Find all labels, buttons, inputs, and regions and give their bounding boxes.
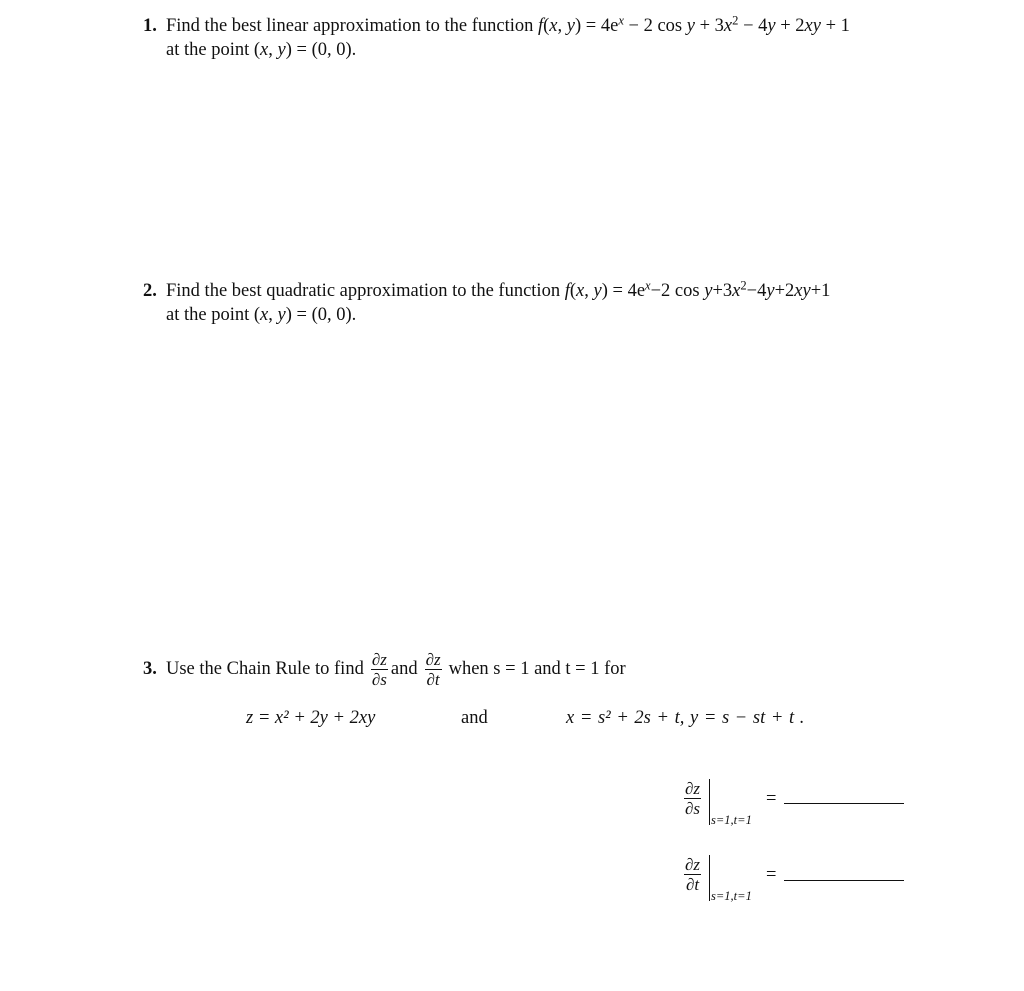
problem-2-number: 2.	[143, 281, 157, 301]
definitions-and: and	[461, 708, 488, 728]
problem-2-function: f(x, $y) = 4e^x-2$ $\cos y+3x^2-4y+2xy+1$	[564, 278, 831, 301]
dz-ds-fraction: $\frac{\partial z}{\partial s}$	[371, 649, 387, 689]
evaluation-subscript-1: s=1,t=1	[711, 813, 752, 827]
problem-2-point: at the point (x, y) = (0, 0).	[166, 305, 357, 325]
problem-1-text: Find the best linear approximation to the function	[166, 16, 534, 36]
problem-1-point: at the point (x, y) = (0, 0).	[166, 40, 357, 60]
answer-dz-ds-fraction: $\frac{\partial z}{\partial s}$	[685, 779, 701, 818]
problem-3-and: and	[390, 658, 418, 679]
problem-1-number: 1.	[143, 16, 157, 36]
problem-3-intro: Use the Chain Rule to find	[166, 658, 364, 679]
problem-3-number: 3.	[143, 659, 157, 679]
answer-blank-dz-dt[interactable]	[784, 880, 904, 881]
xy-definition: x = s² + 2s + t, y = s − st + t .	[566, 708, 805, 728]
evaluation-subscript-2: s=1,t=1	[711, 889, 752, 903]
problem-3-statement	[166, 646, 626, 692]
problem-2-statement	[166, 278, 831, 302]
answer-blank-dz-ds[interactable]	[784, 803, 904, 804]
problem-1-function: f(x, $y) = 4e^x - 2$ $\cos y + 3x^2 - 4y + 2xy + 1$	[537, 13, 850, 36]
answer-dz-dt-fraction: $\frac{\partial z}{\partial t}$	[685, 855, 701, 894]
equals-sign-2: =	[766, 865, 777, 885]
problem-1-statement	[166, 13, 850, 37]
problem-3-when: when s = 1 and t = 1 for	[448, 658, 626, 679]
problem-2-text: Find the best quadratic approximation to the function	[166, 281, 561, 301]
evaluation-bar-2	[709, 855, 710, 901]
evaluation-bar-1	[709, 779, 710, 825]
equals-sign-1: =	[766, 789, 777, 809]
dz-dt-fraction: $\frac{\partial z}{\partial t}$	[425, 649, 441, 689]
z-definition: z = x² + 2y + 2xy	[246, 708, 376, 728]
